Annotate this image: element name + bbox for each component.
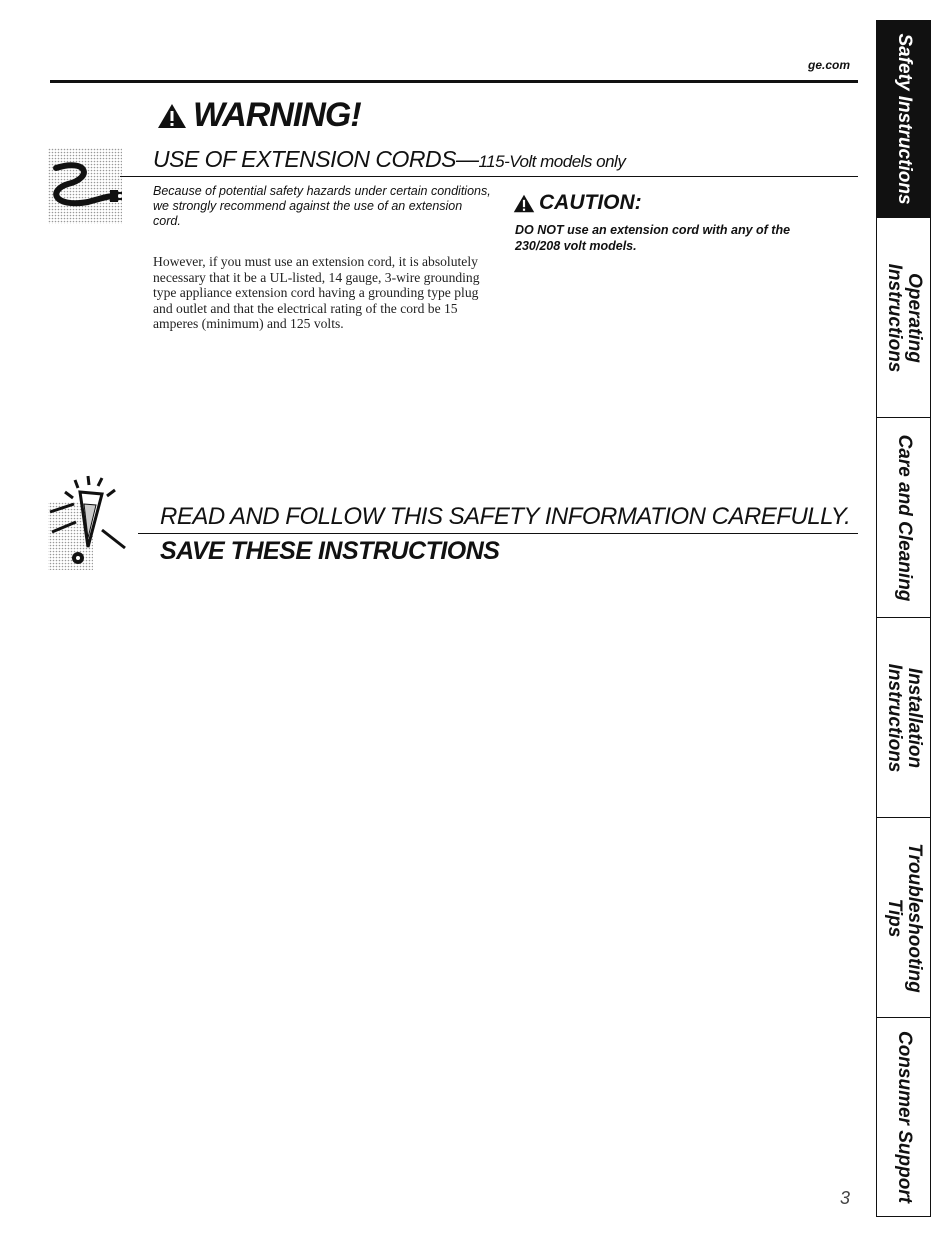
extension-intro: Because of potential safety hazards under certain conditions, we strongly recommend against the use of an extension cord. xyxy=(153,184,491,228)
caution-heading xyxy=(513,191,642,215)
tab-care-and-cleaning[interactable] xyxy=(877,418,930,618)
caution-triangle-icon xyxy=(513,194,535,213)
page-number: 3 xyxy=(840,1188,851,1208)
read-rule xyxy=(138,533,858,534)
extension-body: However, if you must use an extension cord, it is absolutely necessary that it be a UL-listed, 14 gauge, 3-wire grounding type appliance extension cord having a grounding type plug and outlet and that the electrical rating of the cord be 15 amperes (minimum) and 125 volts. xyxy=(153,254,480,332)
top-rule xyxy=(50,80,858,83)
caution-emphasis: DO NOT xyxy=(515,223,564,237)
site-url[interactable]: ge.com xyxy=(807,58,850,72)
warning-triangle-icon xyxy=(157,103,187,129)
warning-heading xyxy=(157,96,361,135)
exclamation-alert-icon xyxy=(40,472,135,572)
save-instructions-heading: SAVE THESE INSTRUCTIONS xyxy=(160,537,500,565)
tab-label: Installation Instructions xyxy=(883,663,925,772)
tab-label: Safety Instructions xyxy=(893,33,915,205)
tab-consumer-support[interactable] xyxy=(877,1018,930,1216)
section-rule xyxy=(120,176,858,177)
extension-cords-main: USE OF EXTENSION CORDS— xyxy=(153,146,479,172)
warning-title: WARNING! xyxy=(193,96,361,134)
tab-troubleshooting-tips[interactable] xyxy=(877,818,930,1018)
tab-operating-instructions[interactable] xyxy=(877,218,930,418)
tab-label: Consumer Support xyxy=(893,1030,915,1204)
extension-cords-title xyxy=(153,146,625,173)
read-follow-heading: READ AND FOLLOW THIS SAFETY INFORMATION CAREFULLY. xyxy=(160,503,851,530)
extension-cord-icon xyxy=(48,148,122,224)
section-tabs xyxy=(876,20,931,1217)
tab-safety-instructions[interactable] xyxy=(877,21,930,218)
tab-label: Care and Cleaning xyxy=(893,434,915,601)
tab-label: Operating Instructions xyxy=(883,263,925,372)
extension-cords-subtitle: 115-Volt models only xyxy=(478,152,626,171)
caution-title: CAUTION: xyxy=(539,191,642,214)
tab-installation-instructions[interactable] xyxy=(877,618,930,818)
caution-text xyxy=(515,222,835,254)
caution-body: use an extension cord with any of the 230/208 volt models. xyxy=(515,223,791,253)
tab-label: Troubleshooting Tips xyxy=(883,842,925,993)
